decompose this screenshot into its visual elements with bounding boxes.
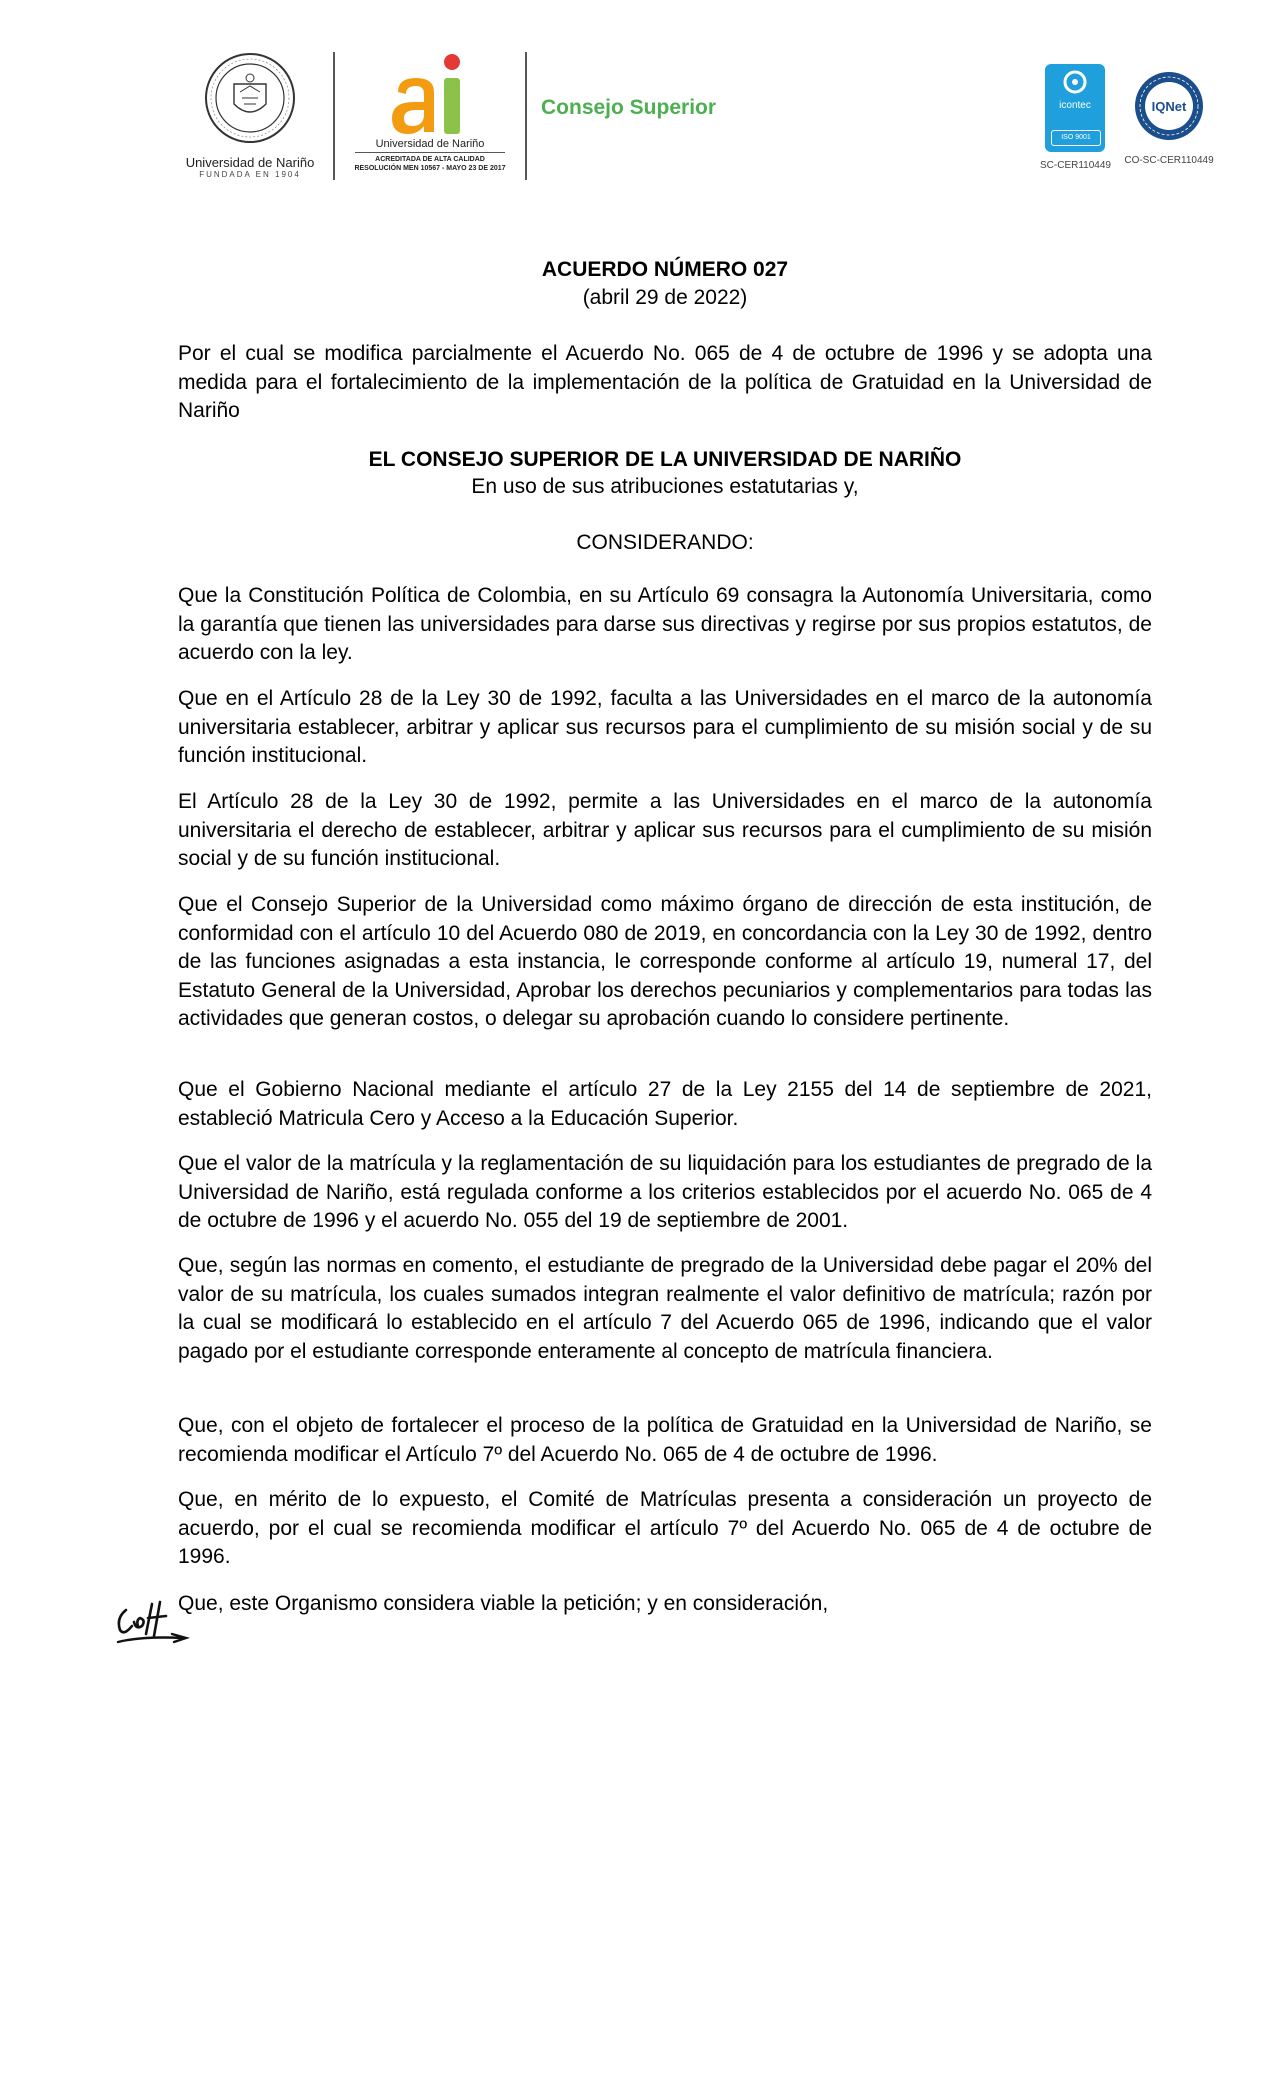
university-seal-icon (204, 52, 296, 144)
university-name: Universidad de Nariño (185, 155, 315, 170)
icontec-iso: ISO 9001 (1051, 130, 1101, 146)
icontec-brand: icontec (1059, 100, 1091, 111)
university-founded: FUNDADA EN 1904 (199, 170, 301, 179)
considerando-paragraph: Que, con el objeto de fortalecer el proceso de la política de Gratuidad en la Universidad de Nariño, se recomienda modificar el Artículo 7º del Acuerdo No. 065 de 4 de octubre de 1996. (178, 1414, 1152, 1466)
considerando-paragraph: Que, según las normas en comento, el estudiante de pregrado de la Universidad debe pagar el 20% del valor de su matrícula, los cuales sumados integran realmente el valor definitivo de matrícula; razón por la cual se modificará lo establecido en el artículo 7 del Acuerdo 065 de 1996, indicando que el valor pagado por el estudiante corresponde enteramente al concepto de matrícula financiera. (178, 1254, 1152, 1363)
issuing-authority: EL CONSEJO SUPERIOR DE LA UNIVERSIDAD DE NARIÑO (368, 448, 962, 471)
iqnet-brand: IQNet (1151, 99, 1187, 114)
cert2-code: CO-SC-CER110449 (1124, 155, 1214, 166)
ai-accreditation-icon (380, 52, 480, 136)
considerando-paragraph: El Artículo 28 de la Ley 30 de 1992, permite a las Universidades en el marco de la autonomía universitaria el derecho de establecer, arbitrar y aplicar sus recursos para el cumplimiento de su misión social y de su función institucional. (178, 790, 1152, 870)
accreditation-logo (345, 52, 515, 182)
document-title: ACUERDO NÚMERO 027 (541, 258, 789, 281)
iqnet-badge-icon (1133, 70, 1205, 142)
ai-accreditation-line2: RESOLUCIÓN MEN 10567 - MAYO 23 DE 2017 (354, 165, 506, 172)
considerando-paragraph: Que el valor de la matrícula y la reglamentación de su liquidación para los estudiantes de pregrado de la Universidad de Nariño, está regulada conforme a los criterios establecidos por el acuerdo No. 065 de 4 de octubre de 1996 y el acuerdo No. 055 del 19 de septiembre de 2001. (178, 1152, 1152, 1232)
icontec-symbol-icon (1045, 64, 1105, 100)
council-name: Consejo Superior (541, 96, 717, 119)
header-divider (525, 52, 527, 180)
document-subject: Por el cual se modifica parcialmente el Acuerdo No. 065 de 4 de octubre de 1996 y se adopta una medida para el fortalecimiento de la implementación de la política de Gratuidad en la Universidad de Nariño (178, 342, 1152, 422)
document-date: (abril 29 de 2022) (582, 286, 748, 309)
considerando-heading: CONSIDERANDO: (576, 531, 754, 554)
ai-rule (355, 152, 505, 153)
ai-accreditation-line1: ACREDITADA DE ALTA CALIDAD (375, 156, 485, 163)
header-divider (333, 52, 335, 180)
iqnet-certification (1122, 64, 1216, 166)
considerando-paragraph: Que, en mérito de lo expuesto, el Comité de Matrículas presenta a consideración un proyecto de acuerdo, por el cual se recomienda modificar el artículo 7º del Acuerdo No. 065 de 4 de octubre de 1996. (178, 1488, 1152, 1568)
handwritten-initials-icon (112, 1596, 194, 1650)
considerando-paragraph: Que la Constitución Política de Colombia, en su Artículo 69 consagra la Autonomía Universitaria, como la garantía que tienen las universidades para darse sus directivas y regirse por sus propios estatutos, de acuerdo con la ley. (178, 584, 1152, 664)
university-logo (176, 52, 324, 182)
considerando-paragraph: Que, este Organismo considera viable la petición; y en consideración, (178, 1592, 829, 1615)
considerando-paragraph: Que el Gobierno Nacional mediante el artículo 27 de la Ley 2155 del 14 de septiembre de 2021, estableció Matricula Cero y Acceso a la Educación Superior. (178, 1078, 1152, 1130)
cert1-code: SC-CER110449 (1040, 160, 1111, 171)
ai-university-name: Universidad de Nariño (375, 138, 485, 150)
page-header (0, 0, 1275, 200)
icontec-badge-icon (1045, 64, 1105, 152)
authority-subtitle: En uso de sus atribuciones estatutarias y, (471, 475, 859, 498)
considerando-paragraph: Que en el Artículo 28 de la Ley 30 de 1992, faculta a las Universidades en el marco de la autonomía universitaria establecer, arbitrar y aplicar sus recursos para el cumplimiento de su misión social y de su función institucional. (178, 687, 1152, 767)
considerando-paragraph: Que el Consejo Superior de la Universidad como máximo órgano de dirección de esta institución, de conformidad con el artículo 10 del Acuerdo 080 de 2019, en concordancia con la Ley 30 de 1992, dentro de las funciones asignadas a esta instancia, le corresponde conforme al artículo 19, numeral 17, del Estatuto General de la Universidad, Aprobar los derechos pecuniarios y complementarios para todas las actividades que generan costos, o delegar su aprobación cuando lo considere pertinente. (178, 893, 1152, 1030)
icontec-certification (1040, 64, 1110, 171)
